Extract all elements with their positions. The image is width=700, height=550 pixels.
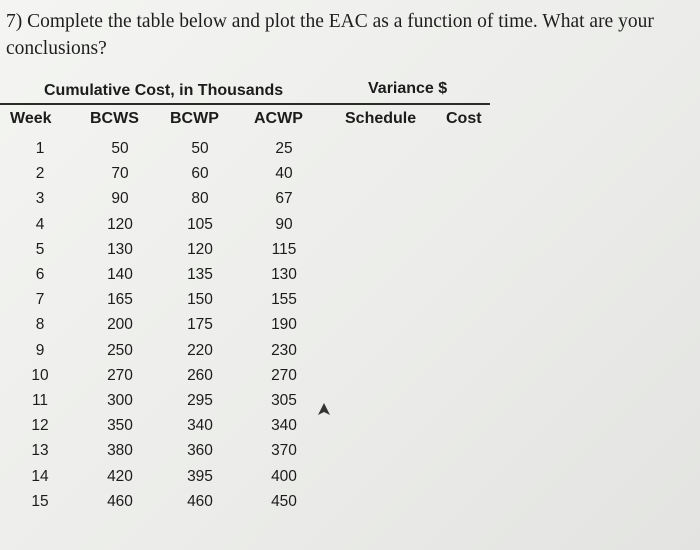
acwp-cell: 190 — [271, 316, 297, 334]
week-cell: 12 — [31, 417, 49, 435]
bcws-cell: 140 — [107, 266, 133, 283]
week-cell: 15 — [31, 492, 49, 510]
bcwp-cell: 340 — [187, 417, 213, 435]
week-cell: 7 — [35, 291, 45, 309]
acwp-cell: 340 — [271, 417, 297, 435]
acwp-cell: 115 — [271, 240, 297, 258]
acwp-cell: 270 — [271, 366, 297, 384]
bcws-cell: 250 — [107, 341, 133, 359]
week-cell: 5 — [35, 240, 45, 258]
header-rule — [0, 103, 490, 105]
week-cell: 14 — [31, 467, 49, 485]
bcwp-cell: 295 — [187, 392, 213, 409]
bcws-cell: 380 — [107, 442, 133, 460]
bcwp-cell: 60 — [191, 165, 209, 183]
week-cell: 13 — [31, 442, 49, 460]
week-cell: 2 — [35, 165, 45, 183]
bcws-cell: 70 — [111, 165, 129, 183]
bcwp-cell: 50 — [191, 140, 209, 157]
bcwp-cell: 80 — [191, 190, 209, 208]
bcws-column-header: BCWS — [90, 110, 139, 127]
acwp-cell: 230 — [271, 341, 297, 359]
acwp-cell: 305 — [271, 392, 297, 409]
bcwp-cell: 395 — [187, 467, 213, 485]
acwp-cell: 90 — [275, 215, 293, 233]
week-cell: 11 — [31, 392, 49, 409]
bcwp-cell: 175 — [187, 316, 213, 334]
acwp-cell: 155 — [271, 291, 297, 309]
acwp-cell: 400 — [271, 467, 297, 485]
bcws-cell: 270 — [107, 366, 133, 384]
bcws-cell: 50 — [111, 140, 129, 157]
week-cell: 9 — [35, 341, 45, 359]
week-cell: 4 — [35, 215, 45, 233]
acwp-cell: 370 — [271, 442, 297, 460]
bcws-cell: 90 — [111, 190, 129, 208]
bcwp-cell: 360 — [187, 442, 213, 460]
bcws-cell: 165 — [107, 291, 133, 309]
bcwp-cell: 220 — [187, 341, 213, 359]
bcws-cell: 300 — [107, 392, 133, 409]
week-cell: 8 — [35, 316, 45, 334]
schedule-column-header: Schedule — [345, 110, 417, 127]
cumulative-cost-header: Cumulative Cost, in Thousands — [44, 82, 284, 99]
week-cell: 10 — [31, 366, 49, 384]
acwp-cell: 450 — [271, 492, 297, 510]
bcwp-cell: 135 — [187, 266, 213, 283]
week-column-header: Week — [10, 110, 52, 127]
week-cell: 1 — [35, 140, 45, 157]
acwp-cell: 25 — [275, 140, 293, 157]
week-cell: 3 — [35, 190, 45, 208]
variance-header: Variance $ — [368, 80, 448, 97]
bcwp-column-header: BCWP — [170, 110, 219, 127]
bcws-cell: 350 — [107, 417, 133, 435]
acwp-cell: 40 — [275, 165, 293, 183]
bcws-cell: 120 — [107, 215, 133, 233]
week-cell: 6 — [35, 266, 45, 283]
acwp-cell: 67 — [275, 190, 293, 208]
bcws-cell: 420 — [107, 467, 133, 485]
cost-column-header: Cost — [446, 110, 482, 127]
bcws-cell: 460 — [107, 492, 133, 510]
bcwp-cell: 150 — [187, 291, 213, 309]
acwp-cell: 130 — [271, 266, 297, 283]
mouse-cursor-icon — [318, 403, 330, 417]
bcwp-cell: 105 — [187, 215, 213, 233]
bcws-cell: 130 — [107, 240, 133, 258]
bcwp-cell: 460 — [187, 492, 213, 510]
bcwp-cell: 260 — [187, 366, 213, 384]
question-text: 7) Complete the table below and plot the EAC as a function of time. What are your conclusions? — [6, 11, 654, 59]
acwp-column-header: ACWP — [254, 110, 303, 127]
bcws-cell: 200 — [107, 316, 133, 334]
bcwp-cell: 120 — [187, 240, 213, 258]
